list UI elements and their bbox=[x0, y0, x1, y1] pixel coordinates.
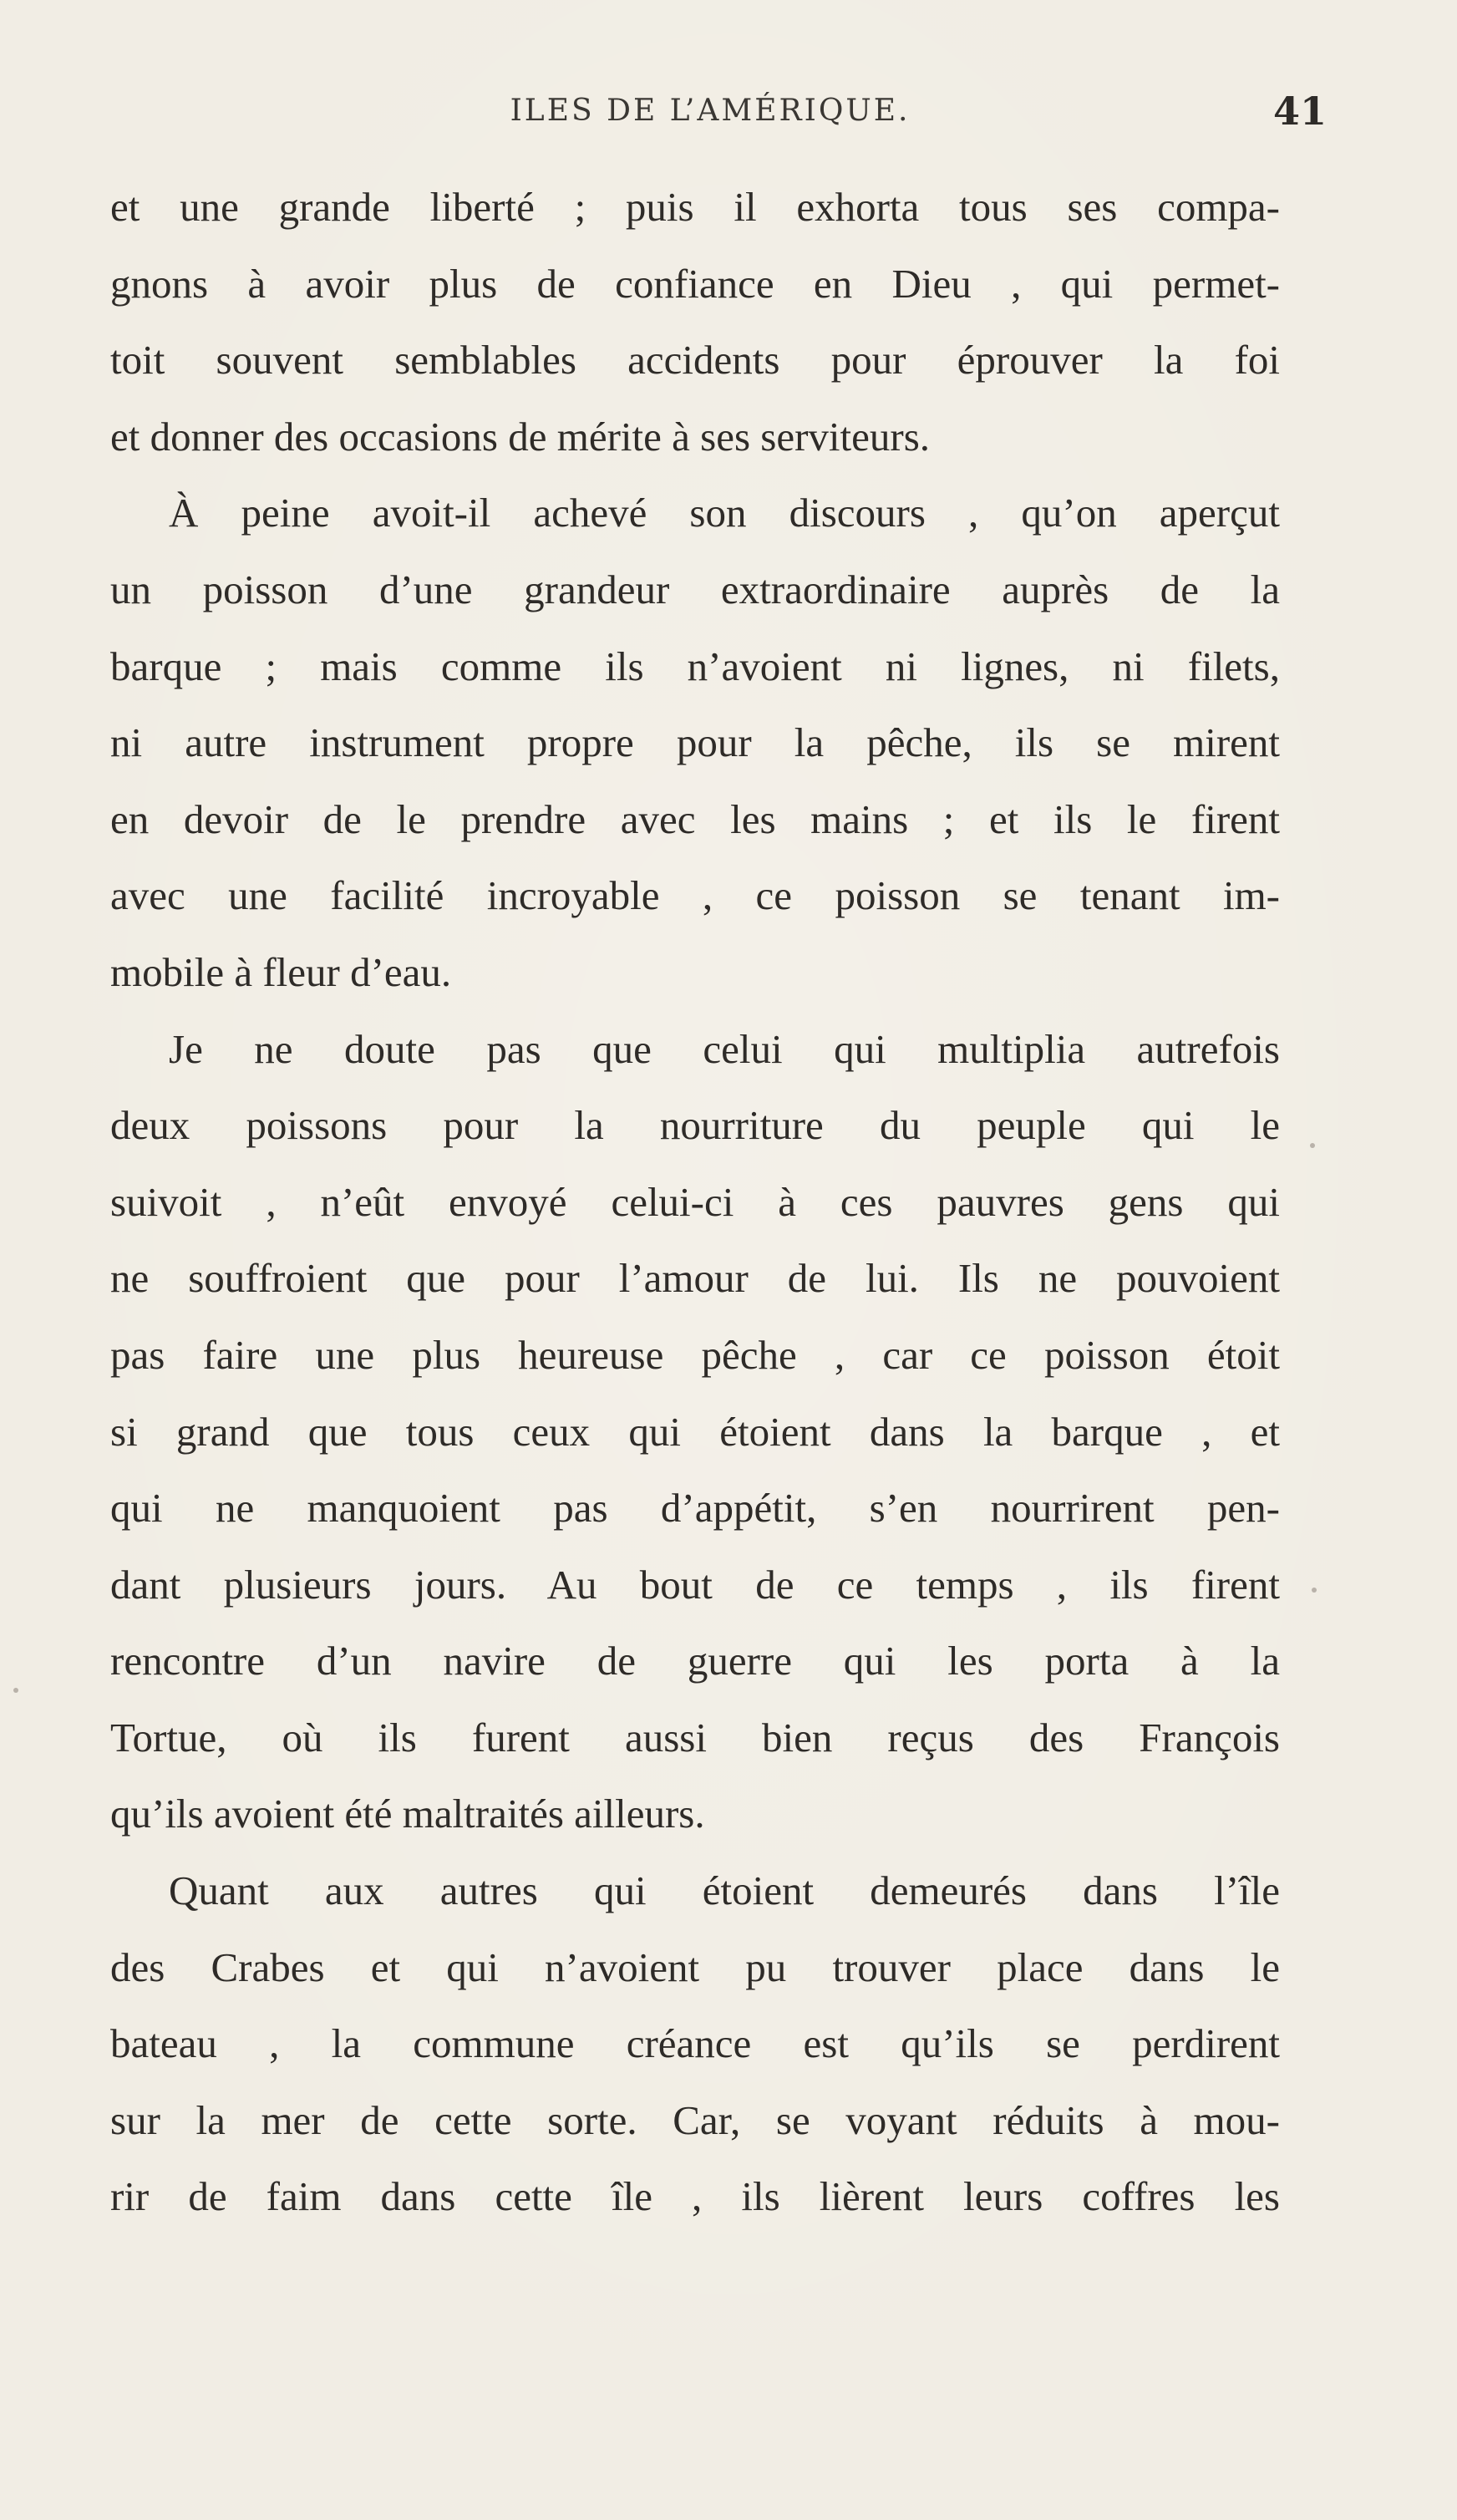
text-line: barque ; mais comme ils n’avoient ni lignes, ni filets, bbox=[110, 643, 1280, 689]
paper-speck bbox=[13, 1688, 18, 1693]
body-text bbox=[110, 169, 1280, 2235]
text-line: mobile à fleur d’eau. bbox=[110, 948, 452, 995]
text-line: avec une facilité incroyable , ce poisson se tenant im- bbox=[110, 872, 1280, 919]
text-line: bateau , la commune créance est qu’ils se perdirent bbox=[110, 2020, 1280, 2067]
text-line: ni autre instrument propre pour la pêche, ils se mirent bbox=[110, 719, 1280, 766]
paper-speck bbox=[1312, 1588, 1317, 1593]
text-line: suivoit , n’eût envoyé celui-ci à ces pauvres gens qui bbox=[110, 1178, 1280, 1225]
text-line: des Crabes et qui n’avoient pu trouver place dans le bbox=[110, 1943, 1280, 1990]
text-line: qu’ils avoient été maltraités ailleurs. bbox=[110, 1791, 705, 1837]
running-title: ILES DE L’AMÉRIQUE. bbox=[510, 94, 911, 128]
running-head bbox=[109, 89, 1327, 144]
text-line: gnons à avoir plus de confiance en Dieu , qui permet- bbox=[110, 260, 1280, 307]
text-line: un poisson d’une grandeur extraordinaire auprès de la bbox=[110, 566, 1280, 612]
text-line: et une grande liberté ; puis il exhorta tous ses compa- bbox=[110, 184, 1280, 230]
text-line: Quant aux autres qui étoient demeurés dans l’île bbox=[169, 1867, 1280, 1914]
text-line: dant plusieurs jours. Au bout de ce temps , ils firent bbox=[110, 1561, 1280, 1608]
text-line: si grand que tous ceux qui étoient dans la barque , et bbox=[110, 1408, 1280, 1455]
text-line: Tortue, où ils furent aussi bien reçus des François bbox=[110, 1714, 1280, 1760]
text-line: en devoir de le prendre avec les mains ; et ils le firent bbox=[110, 795, 1280, 842]
text-line: et donner des occasions de mérite à ses serviteurs. bbox=[110, 413, 931, 460]
text-line: deux poissons pour la nourriture du peuple qui le bbox=[110, 1102, 1280, 1149]
text-line: Je ne doute pas que celui qui multiplia autrefois bbox=[169, 1025, 1280, 1072]
text-line: qui ne manquoient pas d’appétit, s’en nourrirent pen- bbox=[110, 1485, 1280, 1532]
page-number: 41 bbox=[1272, 89, 1327, 134]
paper-speck bbox=[1310, 1143, 1315, 1148]
text-line: ne souffroient que pour l’amour de lui. Ils ne pouvoient bbox=[110, 1255, 1280, 1302]
text-line: rencontre d’un navire de guerre qui les porta à la bbox=[110, 1638, 1280, 1684]
text-line: rir de faim dans cette île , ils lièrent leurs coffres les bbox=[110, 2173, 1280, 2220]
text-line: À peine avoit-il achevé son discours , qu’on aperçut bbox=[169, 490, 1280, 536]
text-line: pas faire une plus heureuse pêche , car ce poisson étoit bbox=[110, 1331, 1280, 1378]
text-line: sur la mer de cette sorte. Car, se voyant réduits à mou- bbox=[110, 2096, 1280, 2143]
text-line: toit souvent semblables accidents pour éprouver la foi bbox=[110, 337, 1280, 384]
